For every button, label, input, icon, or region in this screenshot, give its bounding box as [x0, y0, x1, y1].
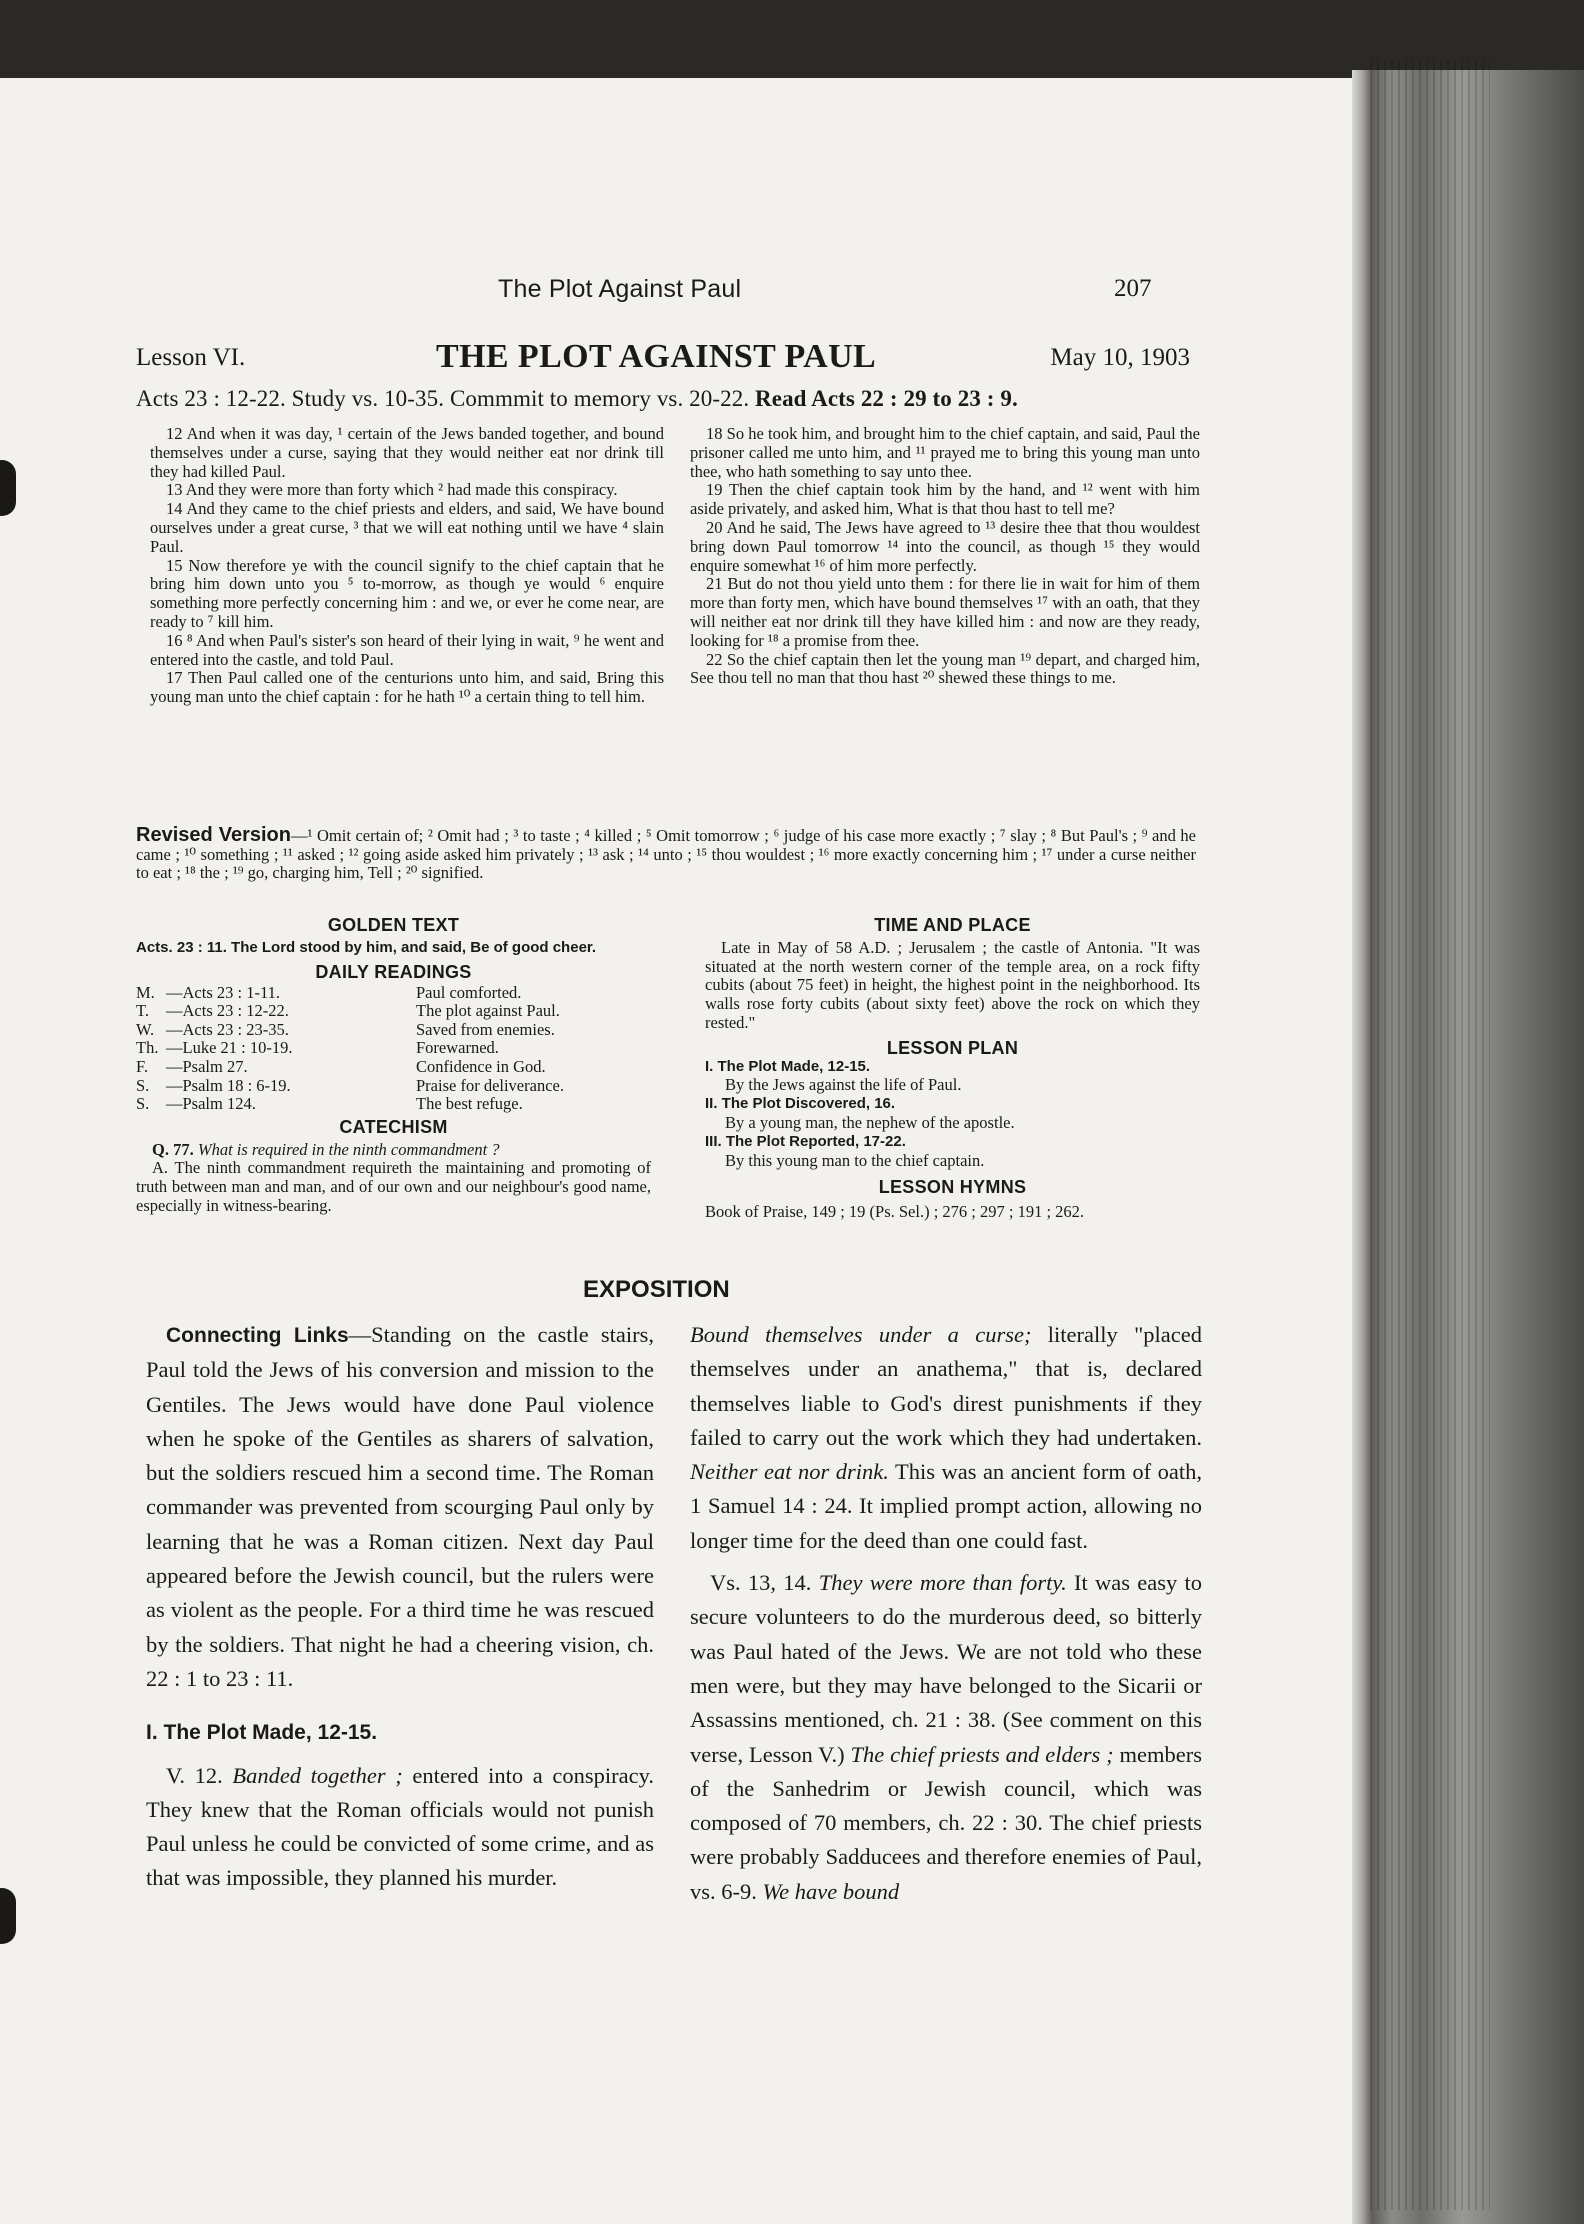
lesson-title: THE PLOT AGAINST PAUL — [436, 338, 877, 375]
plan-point-desc: By the Jews against the life of Paul. — [725, 1075, 962, 1095]
verse: 13 And they were more than forty which ² had made this conspiracy. — [166, 480, 618, 500]
verse: 17 Then Paul called one of the centurions unto him, and said, Bring this young man unto the chief captain : for he hath ¹⁰ a certain thing to tell him. — [150, 668, 664, 707]
verse: 12 And when it was day, ¹ certain of the Jews banded together, and bound themselves under a curse, saying that they would neither eat nor drink till they had killed Paul. — [150, 424, 664, 481]
verse-12-comment — [146, 1759, 654, 1896]
lesson-number: Lesson VI. — [136, 344, 246, 371]
comment-text: members of the Sanhedrim or Jewish council, which was composed of 70 members, ch. 22 : 30. The chief priests were probably Sadducees and therefore enemies of Paul, vs. 6-9. — [690, 1741, 1203, 1904]
lesson-references — [136, 386, 1196, 412]
revised-version-notes — [136, 826, 1196, 883]
ref-read: Read Acts 22 : 29 to 23 : 9. — [755, 386, 1018, 411]
verses-13-14-comment — [690, 1566, 1202, 1909]
lesson-header — [136, 340, 1190, 380]
verse: 20 And he said, The Jews have agreed to ¹³ desire thee that thou wouldest bring down Paul tomorrow ¹⁴ into the council, as though ¹⁵ they would enquire somewhat ¹⁶ of him more perfectly. — [690, 517, 1200, 575]
plan-point-title: III. The Plot Reported, 17-22. — [705, 1132, 906, 1150]
verse: 22 So the chief captain then let the young man ¹⁹ depart, and charged him, See thou tell no man that thou hast ²⁰ shewed these things to me. — [690, 649, 1200, 688]
binding-hole-icon — [0, 1888, 16, 1944]
lesson-helps-left — [136, 916, 651, 1216]
verse-phrase: Banded together ; — [232, 1762, 403, 1788]
verse-phrase: They were more than forty. — [818, 1570, 1067, 1596]
verse: 18 So he took him, and brought him to the chief captain, and said, Paul the prisoner called me unto him, and ¹¹ prayed me to bring this young man unto thee, who hath something to say unto thee. — [690, 424, 1200, 481]
exposition-left-column — [146, 1318, 654, 1896]
reading-ref: —Acts 23 : 12-22. — [166, 1001, 289, 1021]
reading-title: The best refuge. — [416, 1094, 523, 1114]
connecting-links — [146, 1318, 654, 1696]
reading-ref: —Psalm 27. — [166, 1056, 248, 1076]
reading-row — [136, 1077, 564, 1096]
reading-row — [136, 1095, 564, 1114]
reading-ref: —Acts 23 : 1-11. — [166, 982, 280, 1002]
time-place-heading: TIME AND PLACE — [874, 915, 1031, 935]
ref-study: Study vs. 10-35. — [291, 386, 445, 411]
time-place-text: Late in May of 58 A.D. ; Jerusalem ; the castle of Antonia. "It was situated at the north western corner of the temple area, on a rock fifty cubits (about 75 feet) in height, the highest point in the neighborhood. Its walls rose forty cubits (about sixty feet) above the rock on which they rested." — [705, 937, 1200, 1032]
catechism-q-label: Q. 77. — [152, 1139, 194, 1159]
ref-memory: Commmit to memory vs. 20-22. — [449, 386, 750, 411]
connecting-links-label: Connecting Links — [166, 1324, 349, 1347]
daily-readings-table — [136, 984, 564, 1114]
plan-point-desc: By a young man, the nephew of the apostle. — [725, 1112, 1015, 1132]
verse: 16 ⁸ And when Paul's sister's son heard of their lying in wait, ⁹ he went and entered into the castle, and told Paul. — [150, 630, 664, 669]
daily-readings-heading: DAILY READINGS — [315, 961, 472, 982]
reading-row — [136, 1039, 564, 1058]
reading-row — [136, 1002, 564, 1021]
lesson-hymns-text: Book of Praise, 149 ; 19 (Ps. Sel.) ; 276 ; 297 ; 191 ; 262. — [705, 1202, 1085, 1222]
verse: 14 And they came to the chief priests and elders, and said, We have bound ourselves under a great curse, ³ that we will eat nothing until we have ⁴ slain Paul. — [150, 499, 664, 556]
revised-version-label: Revised Version — [136, 824, 291, 846]
reading-title: The plot against Paul. — [416, 1001, 560, 1021]
catechism-question-text: What is required in the ninth commandment ? — [197, 1139, 500, 1159]
lesson-plan-heading: LESSON PLAN — [886, 1037, 1019, 1058]
book-fore-edge — [1370, 60, 1490, 2210]
verse: 21 But do not thou yield unto them : for there lie in wait for him of them more than forty men, which have bound themselves ¹⁷ with an oath, that they will neither eat nor drink till they have killed him : and now are they ready, looking for ¹⁸ a promise from thee. — [690, 574, 1200, 650]
plan-point-title: I. The Plot Made, 12-15. — [705, 1057, 871, 1075]
connecting-links-text: —Standing on the castle stairs, Paul told the Jews of his conversion and mission to the Gentiles. The Jews would have done Paul violence when he spoke of the Gentiles as sharers of salvation, but the soldiers rescued him a second time. The Roman commander was prevented from scourging Paul only by learning that he was a Roman citizen. Next day Paul appeared before the Jewish council, but the rulers were as violent as the people. For a third time he was rescued by the soldiers. That night he had a cheering vision, ch. 22 : 1 to 23 : 11. — [146, 1322, 654, 1691]
verse-phrase: Neither eat nor drink. — [690, 1459, 889, 1485]
plan-point-desc: By this young man to the chief captain. — [725, 1150, 985, 1170]
page-number: 207 — [1114, 275, 1152, 302]
comment-text: It was easy to secure volunteers to do the murderous deed, so bitterly was Paul hated of the Jews. We are not told who these men were, but they may have belonged to the Sicarii or Assassins mentioned, ch. 21 : 38. (See comment on this verse, Lesson V.) — [690, 1570, 1203, 1767]
exposition-heading: EXPOSITION — [583, 1276, 730, 1303]
revised-version-text: —¹ Omit certain of; ² Omit had ; ³ to taste ; ⁴ killed ; ⁵ Omit tomorrow ; ⁶ judge of his case more exactly ; ⁷ slay ; ⁸ But Paul's ; ⁹ and he came ; ¹⁰ something ; ¹¹ asked ; ¹² going aside asked him privately ; ¹³ ask ; ¹⁴ unto ; ¹⁵ thou wouldest ; ¹⁶ more exactly concerning him ; ¹⁷ under a curse neither to eat ; ¹⁸ the ; ¹⁹ go, charging him, Tell ; ²⁰ signified. — [136, 826, 1196, 883]
catechism-answer: A. The ninth commandment requireth the maintaining and promoting of truth between man and man, and of our own and our neighbour's good name, especially in witness-bearing. — [136, 1158, 651, 1215]
reading-day: S. — [136, 1075, 150, 1095]
scripture-right-column — [690, 425, 1200, 688]
verse-phrase: The chief priests and elders ; — [850, 1741, 1114, 1767]
lesson-plan — [705, 1058, 1200, 1171]
reading-ref: —Psalm 124. — [166, 1094, 256, 1114]
reading-row — [136, 1058, 564, 1077]
verse: 19 Then the chief captain took him by the hand, and ¹² went with him aside privately, and asked him, What is that thou hast to tell me? — [690, 480, 1200, 519]
plan-point-title: II. The Plot Discovered, 16. — [705, 1095, 896, 1113]
running-head: The Plot Against Paul — [498, 275, 742, 303]
comment-text: entered into a conspiracy. They knew that the Roman officials would not punish Paul unless he could be convicted of some crime, and as that was impossible, they planned his murder. — [146, 1762, 654, 1891]
reading-day: Th. — [136, 1038, 159, 1058]
section-heading: I. The Plot Made, 12-15. — [146, 1721, 378, 1745]
reading-day: W. — [136, 1019, 155, 1039]
reading-title: Confidence in God. — [416, 1056, 546, 1076]
verse-phrase: Bound themselves under a curse; — [690, 1322, 1032, 1347]
reading-day: F. — [136, 1056, 148, 1076]
verse-phrase: We have bound — [762, 1878, 900, 1904]
exposition-right-column — [690, 1318, 1202, 1909]
reading-ref: —Psalm 18 : 6-19. — [166, 1075, 291, 1095]
reading-day: T. — [136, 1001, 149, 1021]
reading-title: Forewarned. — [416, 1038, 499, 1058]
verse-lead: Vs. 13, 14. — [710, 1570, 812, 1596]
lesson-date: May 10, 1903 — [1050, 344, 1190, 371]
lesson-hymns-heading: LESSON HYMNS — [878, 1177, 1027, 1198]
golden-text: Acts. 23 : 11. The Lord stood by him, and said, Be of good cheer. — [136, 938, 597, 956]
comment-text: This was an ancient form of oath, 1 Samuel 14 : 24. It implied prompt action, allowing no longer time for the deed than one could fast. — [690, 1459, 1202, 1553]
lesson-helps-right — [705, 916, 1200, 1222]
verse: 15 Now therefore ye with the council signify to the chief captain that he bring him down unto you ⁵ to-morrow, as though ye would ⁶ enquire something more perfectly concerning him : and we, or ever he come near, are ready to ⁷ kill him. — [150, 555, 664, 631]
verse-lead: V. 12. — [166, 1762, 223, 1788]
curse-comment — [690, 1318, 1202, 1558]
scan-top-margin — [0, 0, 1584, 80]
reading-ref: —Luke 21 : 10-19. — [166, 1038, 293, 1058]
reading-title: Paul comforted. — [416, 982, 522, 1002]
comment-text: literally "placed themselves under an anathema," that is, declared themselves liable to God's direst punishments if they failed to carry out the work which they had undertaken. — [690, 1322, 1202, 1450]
reading-ref: —Acts 23 : 23-35. — [166, 1019, 289, 1039]
scripture-left-column — [150, 425, 664, 707]
catechism-question — [136, 1141, 651, 1160]
golden-text-heading: GOLDEN TEXT — [327, 915, 460, 935]
reading-day: M. — [136, 982, 155, 1002]
reading-day: S. — [136, 1094, 150, 1114]
binding-hole-icon — [0, 460, 16, 516]
ref-acts: Acts 23 : 12-22. — [136, 386, 286, 411]
reading-row — [136, 984, 564, 1003]
reading-row — [136, 1021, 564, 1040]
catechism-heading: CATECHISM — [339, 1116, 448, 1137]
reading-title: Praise for deliverance. — [416, 1075, 564, 1095]
reading-title: Saved from enemies. — [416, 1019, 555, 1039]
